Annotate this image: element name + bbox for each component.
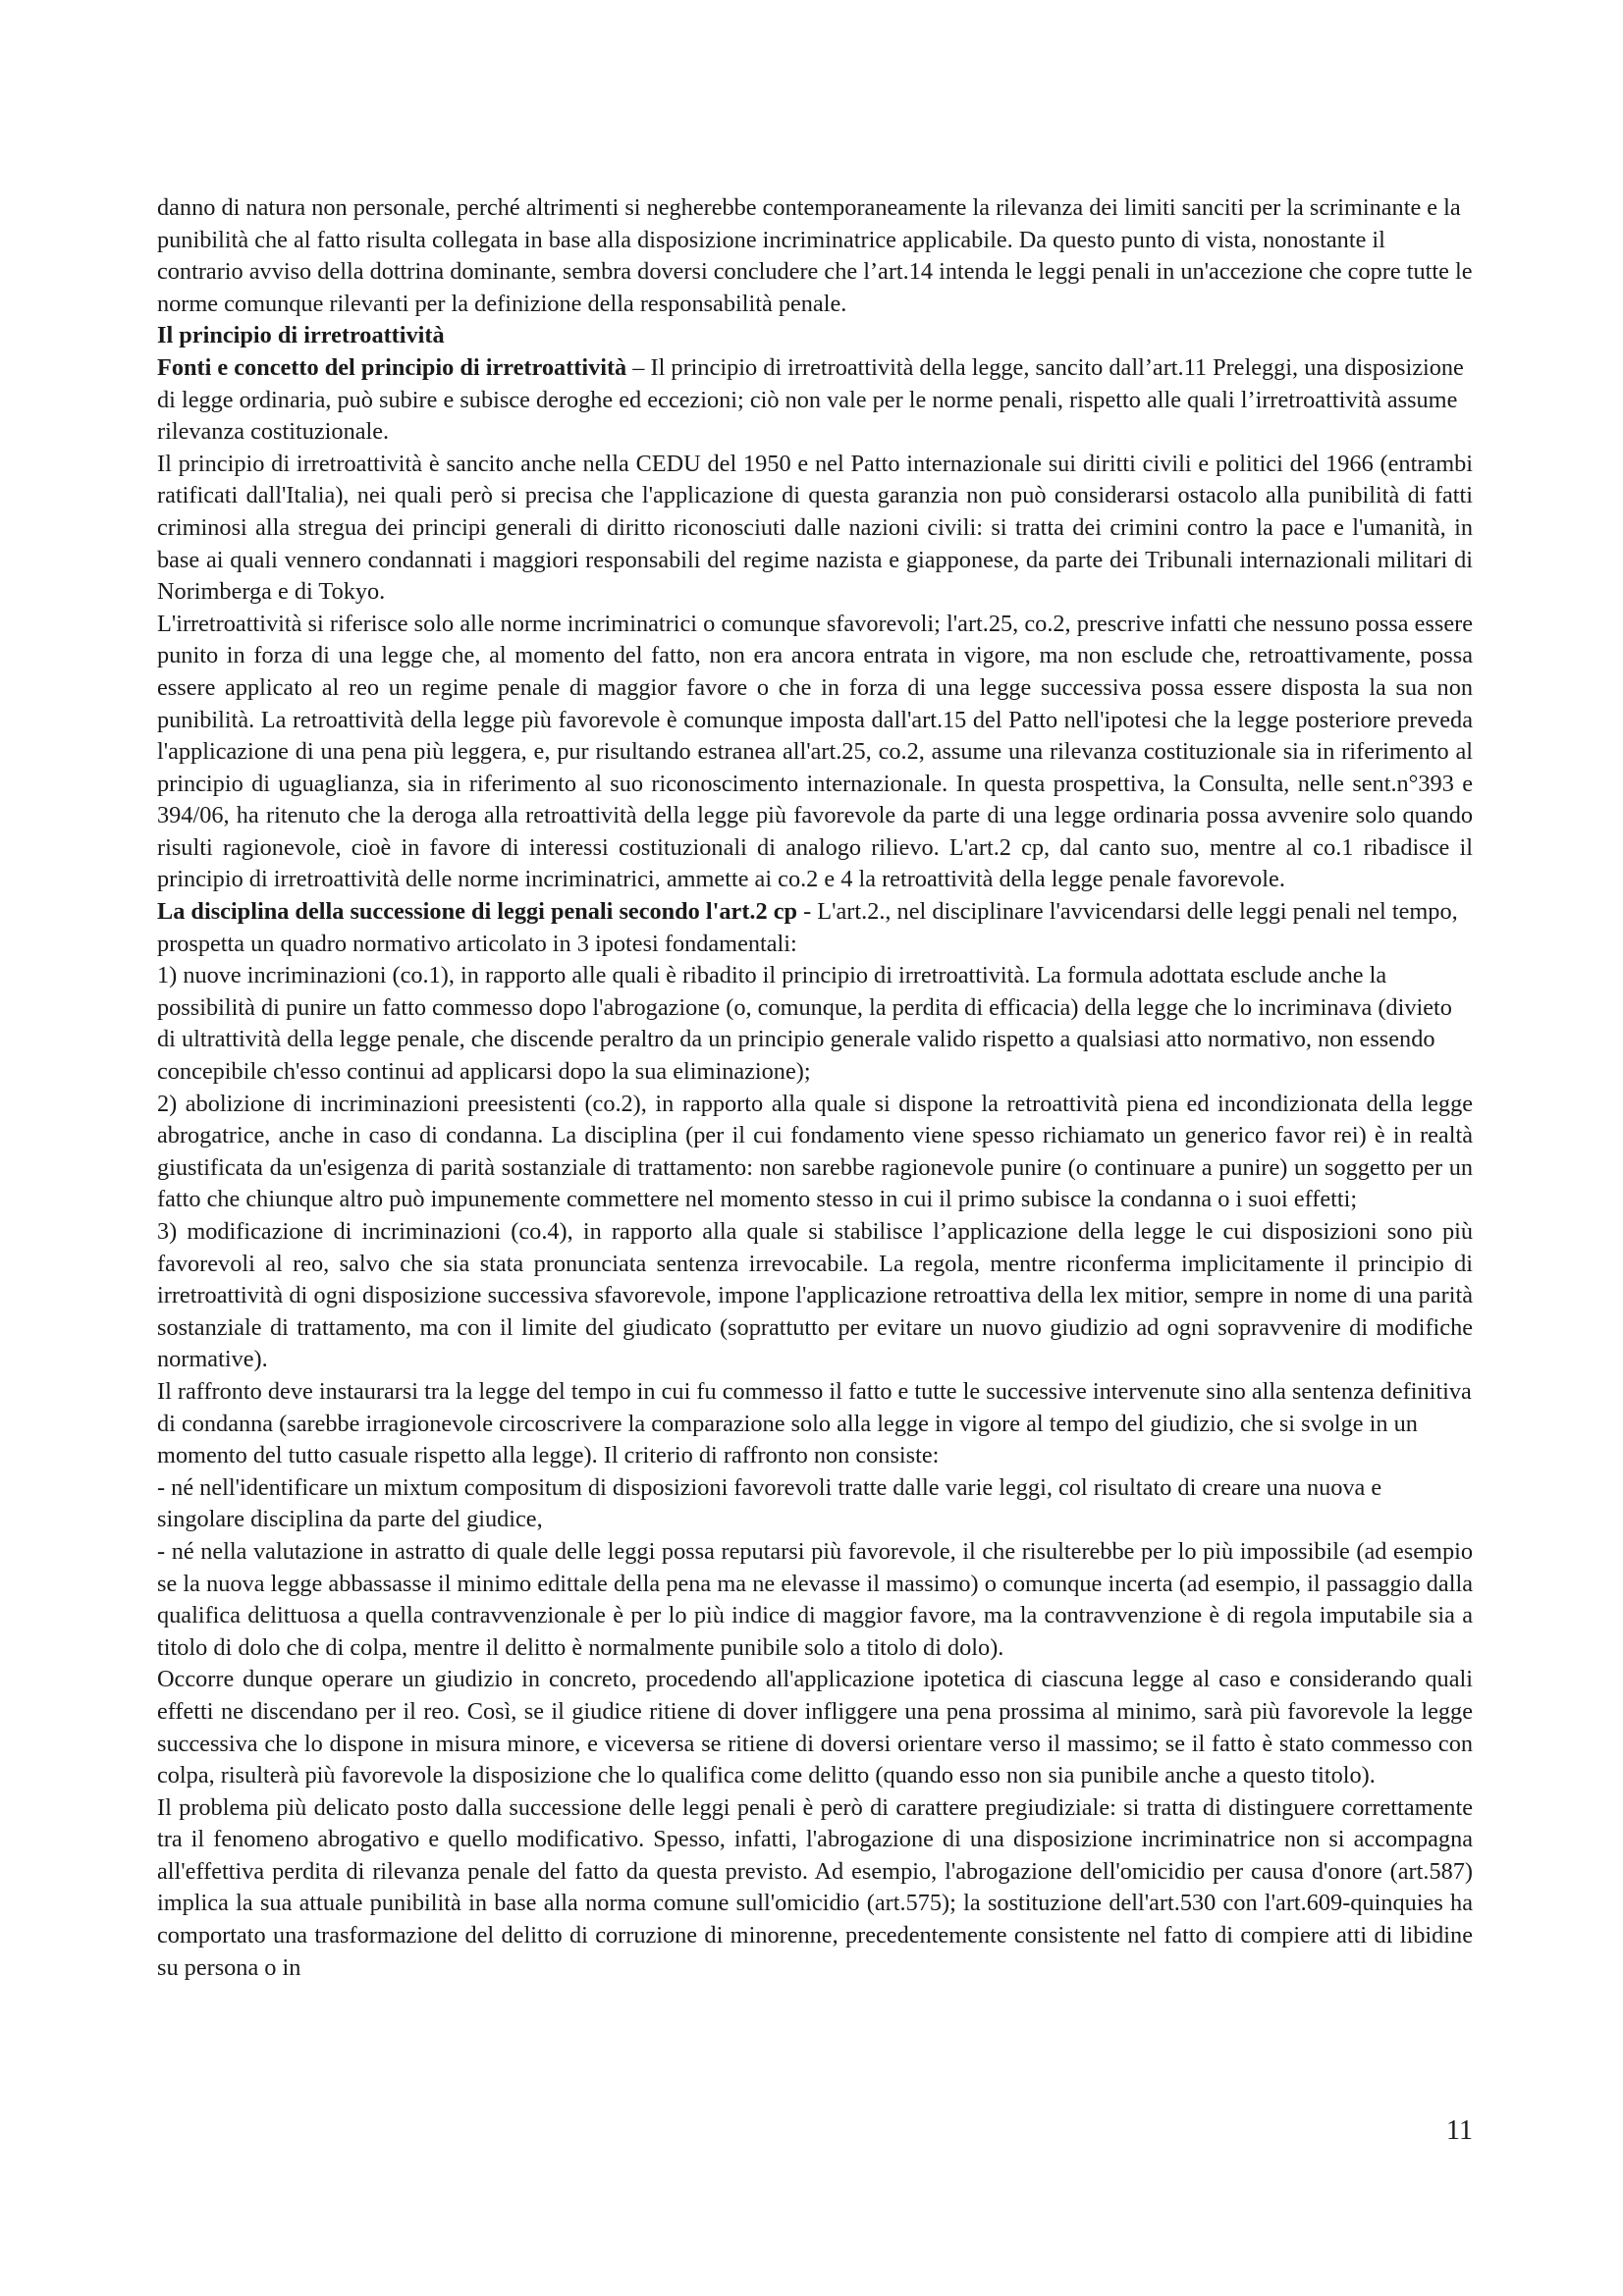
- page-number: 11: [1446, 2115, 1473, 2146]
- list-item-2: 2) abolizione di incriminazioni preesistenti (co.2), in rapporto alla quale si dispone la retroattività piena ed incondizionata della legge abrogatrice, anche in caso di condanna. La disciplina (per il cui fondamento viene spesso richiamato un generico favor rei) è in realtà giustificata da un'esigenza di parità sostanziale di trattamento: non sarebbe ragionevole punire (o continuare a punire) un soggetto per un fatto che chiunque altro può impunemente commettere nel momento stesso in cui il primo subisce la condanna o i suoi effetti;: [157, 1090, 1473, 1213]
- subsection-succession-paragraph: [157, 896, 1473, 960]
- section-heading: Il principio di irretroattività: [157, 322, 445, 349]
- dash-item-2: - né nella valutazione in astratto di quale delle leggi possa reputarsi più favorevole, il che risulterebbe per lo più impossibile (ad esempio se la nuova legge abbassasse il minimo edittale della pena ma ne elevasse il massimo) o comunque incerta (ad esempio, il passaggio dalla qualifica delittuosa a quella contravvenzionale è per lo più indice di maggior favore, ma la contravvenzione è di regola imputabile sia a titolo di dolo che di colpa, mentre il delitto è normalmente punibile solo a titolo di dolo).: [157, 1537, 1473, 1661]
- subsection-succession-text: - L'art.2., nel disciplinare l'avvicendarsi delle leggi penali nel tempo, prospetta un quadro normativo articolato in 3 ipotesi fondamentali:: [157, 898, 1458, 957]
- paragraph-concreto: Occorre dunque operare un giudizio in concreto, procedendo all'applicazione ipotetica di ciascuna legge al caso e considerando quali effetti ne discendano per il reo. Così, se il giudice ritiene di dover infliggere una pena prossima al minimo, sarà più favorevole la legge successiva che lo dispone in misura minore, e viceversa se ritiene di doversi orientare verso il massimo; se il fatto è stato commesso con colpa, risulterà più favorevole la disposizione che lo qualifica come delitto (quando esso non sia punibile anche a questo titolo).: [157, 1666, 1473, 1789]
- intro-paragraph: danno di natura non personale, perché altrimenti si negherebbe contemporaneamente la rilevanza dei limiti sanciti per la scriminante e la punibilità che al fatto risulta collegata in base alla disposizione incriminatrice applicabile. Da questo punto di vista, nonostante il contrario avviso della dottrina dominante, sembra doversi concludere che l’art.14 intenda le leggi penali in un'accezione che copre tutte le norme comunque rilevanti per la definizione della responsabilità penale.: [157, 194, 1473, 317]
- subsection-sources-text: – Il principio di irretroattività della legge, sancito dall’art.11 Preleggi, una disposizione di legge ordinaria, può subire e subisce deroghe ed eccezioni; ciò non vale per le norme penali, rispetto alle quali l’irretroattività assume rilevanza costituzionale.: [157, 353, 1464, 446]
- subsection-succession-title: La disciplina della successione di leggi penali secondo l'art.2 cp: [157, 898, 798, 926]
- paragraph-raffronto: Il raffronto deve instaurarsi tra la legge del tempo in cui fu commesso il fatto e tutte le successive intervenute sino alla sentenza definitiva di condanna (sarebbe irragionevole circoscrivere la comparazione solo alla legge in vigore al tempo del giudizio, che si svolge in un momento del tutto casuale rispetto alla legge). Il criterio di raffronto non consiste:: [157, 1377, 1472, 1469]
- dash-item-1: - né nell'identificare un mixtum compositum di disposizioni favorevoli tratte dalle varie leggi, col risultato di creare una nuova e singolare disciplina da parte del giudice,: [157, 1473, 1382, 1533]
- paragraph-cedu: Il principio di irretroattività è sancito anche nella CEDU del 1950 e nel Patto internazionale sui diritti civili e politici del 1966 (entrambi ratificati dall'Italia), nei quali però si precisa che l'applicazione di questa garanzia non può considerarsi ostacolo alla punibilità di fatti criminosi alla stregua dei principi generali di diritto riconosciuti dalle nazioni civili: si tratta dei crimini contro la pace e l'umanità, in base ai quali vennero condannati i maggiori responsabili del regime nazista e giapponese, da parte dei Tribunali internazionali militari di Norimberga e di Tokyo.: [157, 450, 1473, 606]
- subsection-sources-paragraph: [157, 352, 1473, 449]
- paragraph-irretroattivita: L'irretroattività si riferisce solo alle norme incriminatrici o comunque sfavorevoli; l'art.25, co.2, prescrive infatti che nessuno possa essere punito in forza di una legge che, al momento del fatto, non era ancora entrata in vigore, ma non esclude che, retroattivamente, possa essere applicato al reo un regime penale di maggior favore o che in forza di una legge successiva possa essere disposta la sua non punibilità. La retroattività della legge più favorevole è comunque imposta dall'art.15 del Patto nell'ipotesi che la legge posteriore preveda l'applicazione di una pena più leggera, e, pur risultando estranea all'art.25, co.2, assume una rilevanza costituzionale sia in riferimento al principio di uguaglianza, sia in riferimento al suo riconoscimento internazionale. In questa prospettiva, la Consulta, nelle sent.n°393 e 394/06, ha ritenuto che la deroga alla retroattività della legge più favorevole da parte di una legge ordinaria possa avvenire solo quando risulti ragionevole, cioè in favore di interessi costituzionali di analogo rilievo. L'art.2 cp, dal canto suo, mentre al co.1 ribadisce il principio di irretroattività delle norme incriminatrici, ammette ai co.2 e 4 la retroattività della legge penale favorevole.: [157, 610, 1473, 893]
- paragraph-problema: Il problema più delicato posto dalla successione delle leggi penali è però di carattere pregiudiziale: si tratta di distinguere correttamente tra il fenomeno abrogativo e quello modificativo. Spesso, infatti, l'abrogazione di una disposizione incriminatrice non si accompagna all'effettiva perdita di rilevanza penale del fatto da questa previsto. Ad esempio, l'abrogazione dell'omicidio per causa d'onore (art.587) implica la sua attuale punibilità in base alla norma comune sull'omicidio (art.575); la sostituzione dell'art.530 con l'art.609-quinquies ha comportato una trasformazione del delitto di corruzione di minorenne, precedentemente consistente nel fatto di compiere atti di libidine su persona o in: [157, 1793, 1473, 1981]
- list-item-3: 3) modificazione di incriminazioni (co.4), in rapporto alla quale si stabilisce l’applicazione della legge le cui disposizioni sono più favorevoli al reo, salvo che sia stata pronunciata sentenza irrevocabile. La regola, mentre riconferma implicitamente il principio di irretroattività di ogni disposizione successiva sfavorevole, impone l'applicazione retroattiva della lex mitior, sempre in nome di una parità sostanziale di trattamento, ma con il limite del giudicato (soprattutto per evitare un nuovo giudizio ad ogni sopravvenire di modifiche normative).: [157, 1218, 1473, 1373]
- list-item-1: 1) nuove incriminazioni (co.1), in rapporto alle quali è ribadito il principio di irretroattività. La formula adottata esclude anche la possibilità di punire un fatto commesso dopo l'abrogazione (o, comunque, la perdita di efficacia) della legge che lo incriminava (divieto di ultrattività della legge penale, che discende peraltro da un principio generale valido rispetto a qualsiasi atto normativo, non essendo concepibile ch'esso continui ad applicarsi dopo la sua eliminazione);: [157, 962, 1452, 1086]
- page-body: [157, 192, 1473, 1984]
- subsection-sources-title: Fonti e concetto del principio di irretroattività: [157, 353, 627, 381]
